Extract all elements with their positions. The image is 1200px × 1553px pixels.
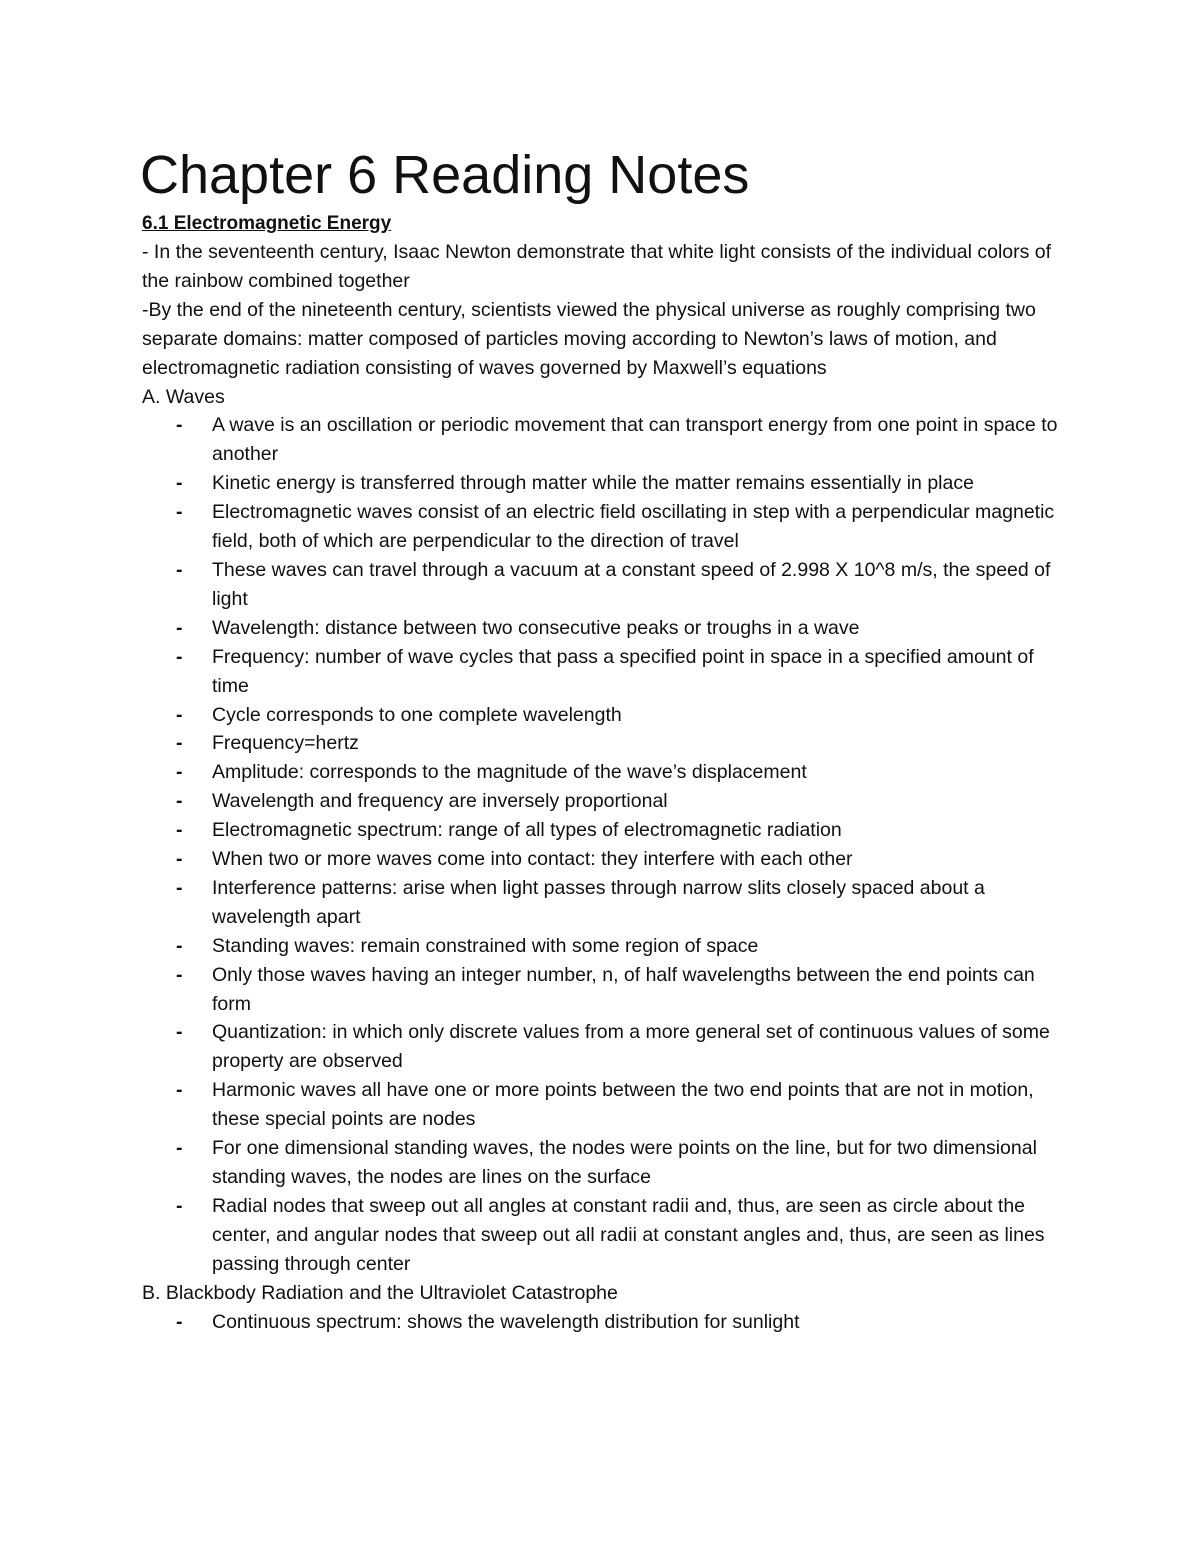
- list-item: [142, 1134, 1072, 1192]
- list-item: [142, 1308, 1072, 1337]
- list-item: [142, 816, 1072, 845]
- intro-paragraph: -By the end of the nineteenth century, scientists viewed the physical universe as roughly comprising two separate domains: matter composed of particles moving according to Newton’s laws of motion, and electromagnetic radiation consisting of waves governed by Maxwell’s equations: [142, 298, 1036, 379]
- list-item-text: Continuous spectrum: shows the wavelength distribution for sunlight: [212, 1310, 800, 1333]
- list-item: [142, 1018, 1072, 1076]
- list-item: [142, 729, 1072, 758]
- dash-bullet-icon: -: [176, 790, 183, 813]
- list-item-text: When two or more waves come into contact: they interfere with each other: [212, 848, 853, 871]
- section-heading: 6.1 Electromagnetic Energy: [142, 213, 392, 234]
- list-item: [142, 643, 1072, 701]
- list-item-text: Cycle corresponds to one complete wavelength: [212, 703, 622, 726]
- list-item: [142, 556, 1072, 614]
- dash-bullet-icon: -: [176, 501, 183, 524]
- list-item-text: Electromagnetic spectrum: range of all types of electromagnetic radiation: [212, 819, 842, 842]
- list-item-text: Frequency=hertz: [212, 732, 359, 755]
- list-item: [142, 758, 1072, 787]
- dash-bullet-icon: -: [176, 761, 183, 784]
- document-page: [142, 140, 1072, 1336]
- bullet-list: [142, 1308, 1072, 1337]
- list-item: [142, 469, 1072, 498]
- list-item: [142, 874, 1072, 932]
- subsection-heading: B. Blackbody Radiation and the Ultraviolet Catastrophe: [142, 1281, 618, 1304]
- list-item-text: For one dimensional standing waves, the nodes were points on the line, but for two dimensional standing waves, the nodes are lines on the surface: [212, 1137, 1037, 1188]
- list-item: [142, 614, 1072, 643]
- list-item-text: A wave is an oscillation or periodic movement that can transport energy from one point in space to another: [212, 414, 1058, 466]
- dash-bullet-icon: -: [176, 1021, 183, 1044]
- bullet-list: [142, 411, 1072, 1278]
- list-item-text: Harmonic waves all have one or more points between the two end points that are not in motion, these special points are nodes: [212, 1079, 1034, 1131]
- list-item-text: Wavelength and frequency are inversely proportional: [212, 790, 668, 813]
- dash-bullet-icon: -: [176, 645, 183, 668]
- list-item: [142, 1192, 1072, 1279]
- list-item-text: Radial nodes that sweep out all angles at constant radii and, thus, are seen as circle about the center, and angular nodes that sweep out all radii at constant angles and, thus, are seen as lines passing through center: [212, 1194, 1045, 1275]
- dash-bullet-icon: -: [176, 616, 183, 639]
- list-item: [142, 498, 1072, 556]
- list-item-text: Standing waves: remain constrained with some region of space: [212, 934, 759, 957]
- intro-paragraph: - In the seventeenth century, Isaac Newton demonstrate that white light consists of the individual colors of the rainbow combined together: [142, 241, 1052, 292]
- dash-bullet-icon: -: [176, 963, 183, 986]
- list-item: [142, 411, 1072, 469]
- dash-bullet-icon: -: [176, 1310, 183, 1333]
- dash-bullet-icon: -: [176, 934, 183, 957]
- list-item-text: Frequency: number of wave cycles that pass a specified point in space in a specified amount of time: [212, 645, 1034, 697]
- list-item-text: These waves can travel through a vacuum at a constant speed of 2.998 X 10^8 m/s, the speed of light: [212, 558, 1051, 610]
- list-item-text: Kinetic energy is transferred through matter while the matter remains essentially in place: [212, 472, 974, 495]
- list-item: [142, 787, 1072, 816]
- list-item: [142, 701, 1072, 730]
- list-item-text: Only those waves having an integer number, n, of half wavelengths between the end points can form: [212, 963, 1035, 1015]
- subsection-heading: A. Waves: [142, 385, 225, 408]
- list-item: [142, 1076, 1072, 1134]
- page-title: Chapter 6 Reading Notes: [140, 145, 750, 205]
- dash-bullet-icon: -: [176, 819, 183, 842]
- list-item-text: Electromagnetic waves consist of an electric field oscillating in step with a perpendicular magnetic field, both of which are perpendicular to the direction of travel: [212, 501, 1055, 553]
- list-item-text: Quantization: in which only discrete values from a more general set of continuous values of some property are observed: [212, 1021, 1050, 1073]
- subsections: [142, 383, 1072, 1337]
- section-intro: [142, 238, 1072, 383]
- dash-bullet-icon: -: [176, 472, 183, 495]
- dash-bullet-icon: -: [176, 876, 183, 899]
- dash-bullet-icon: -: [176, 732, 183, 755]
- list-item-text: Interference patterns: arise when light passes through narrow slits closely spaced about a wavelength apart: [212, 876, 985, 928]
- list-item-text: Wavelength: distance between two consecutive peaks or troughs in a wave: [212, 616, 860, 639]
- dash-bullet-icon: -: [176, 848, 183, 871]
- dash-bullet-icon: -: [176, 558, 183, 581]
- dash-bullet-icon: -: [176, 1079, 183, 1102]
- dash-bullet-icon: -: [176, 1137, 183, 1160]
- list-item-text: Amplitude: corresponds to the magnitude of the wave’s displacement: [212, 761, 807, 784]
- list-item: [142, 845, 1072, 874]
- dash-bullet-icon: -: [176, 414, 183, 437]
- dash-bullet-icon: -: [176, 703, 183, 726]
- dash-bullet-icon: -: [176, 1194, 183, 1217]
- list-item: [142, 961, 1072, 1019]
- list-item: [142, 932, 1072, 961]
